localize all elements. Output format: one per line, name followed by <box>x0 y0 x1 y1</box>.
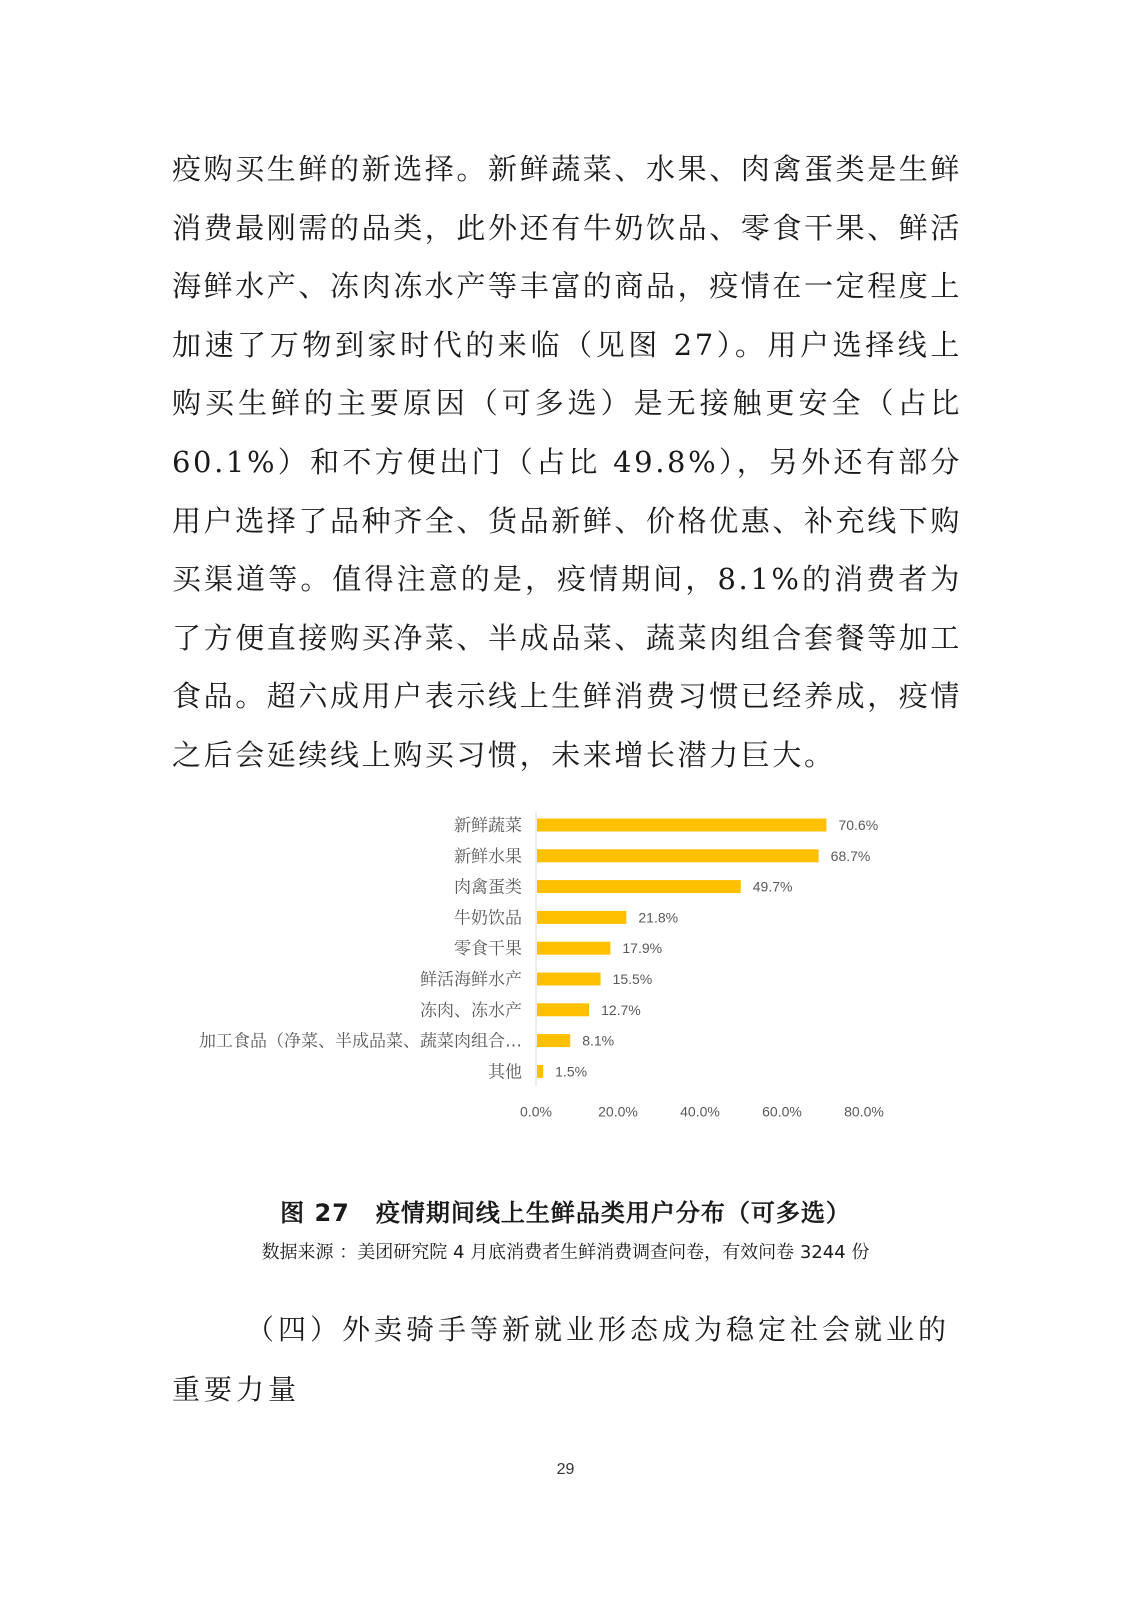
bar <box>537 942 610 955</box>
category-label: 新鲜水果 <box>454 846 522 867</box>
bar <box>537 849 819 862</box>
page-number: 29 <box>556 1461 575 1478</box>
figure-title: 疫情期间线上生鲜品类用户分布（可多选） <box>375 1199 851 1227</box>
category-label: 其他 <box>488 1062 522 1083</box>
bar <box>537 819 826 832</box>
data-label: 68.7% <box>830 847 871 864</box>
category-label: 冻肉、冻水产 <box>420 1000 522 1021</box>
x-tick-label: 0.0% <box>520 1103 552 1120</box>
section-heading: （四）外卖骑手等新就业形态成为稳定社会就业的重要力量 <box>172 1313 951 1406</box>
data-label: 17.9% <box>622 940 663 957</box>
data-label: 12.7% <box>601 1001 641 1018</box>
x-tick-label: 80.0% <box>844 1103 884 1120</box>
bar <box>537 880 741 893</box>
x-tick-label: 20.0% <box>598 1103 638 1120</box>
data-label: 8.1% <box>582 1032 615 1049</box>
category-label: 牛奶饮品 <box>454 908 522 929</box>
figure-number: 图 27 <box>280 1199 350 1227</box>
bar-chart <box>172 812 962 1142</box>
figure-source: 数据来源 ：美团研究院 4 月底消费者生鲜消费调查问卷，有效问卷 3244 份 <box>261 1242 870 1263</box>
bar <box>537 973 601 986</box>
bar <box>537 1065 543 1078</box>
category-label: 零食干果 <box>454 939 522 960</box>
x-tick-label: 60.0% <box>762 1103 802 1120</box>
bar <box>537 1034 570 1047</box>
bar-chart-svg <box>172 812 962 1142</box>
data-label: 21.8% <box>638 909 679 926</box>
category-label: 肉禽蛋类 <box>454 877 522 898</box>
category-label: 加工食品（净菜、半成品菜、蔬菜肉组合… <box>199 1031 522 1052</box>
data-label: 49.7% <box>752 878 793 895</box>
bar <box>537 911 626 924</box>
data-label: 1.5% <box>555 1063 588 1080</box>
category-label: 新鲜蔬菜 <box>454 816 522 836</box>
body-paragraph: 疫购买生鲜的新选择。新鲜蔬菜、水果、肉禽蛋类是生鲜消费最刚需的品类，此外还有牛奶饮品、零食干果、鲜活海鲜水产、冻肉冻水产等丰富的商品，疫情在一定程度上加速了万物到家时代的来临（见图 27）。用户选择线上购买生鲜的主要原因（可多选）是无接触更安全（占比 60.1%）和不方便出门（占比 49.8%），另外还有部分用户选择了品种齐全、货品新鲜、价格优惠、补充线下购买渠道等。值得注意的是，疫情期间，8.1%的消费者为了方便直接购买净菜、半成品菜、蔬菜肉组合套餐等加工食品。超六成用户表示线上生鲜消费习惯已经养成，疫情之后会延续线上购买习惯，未来增长潜力巨大。 <box>172 152 963 772</box>
data-label: 70.6% <box>838 817 879 833</box>
x-tick-label: 40.0% <box>680 1103 720 1120</box>
data-label: 15.5% <box>612 971 653 987</box>
bar <box>537 1003 589 1016</box>
category-label: 鲜活海鲜水产 <box>420 970 522 990</box>
figure-caption <box>0 1193 1131 1228</box>
